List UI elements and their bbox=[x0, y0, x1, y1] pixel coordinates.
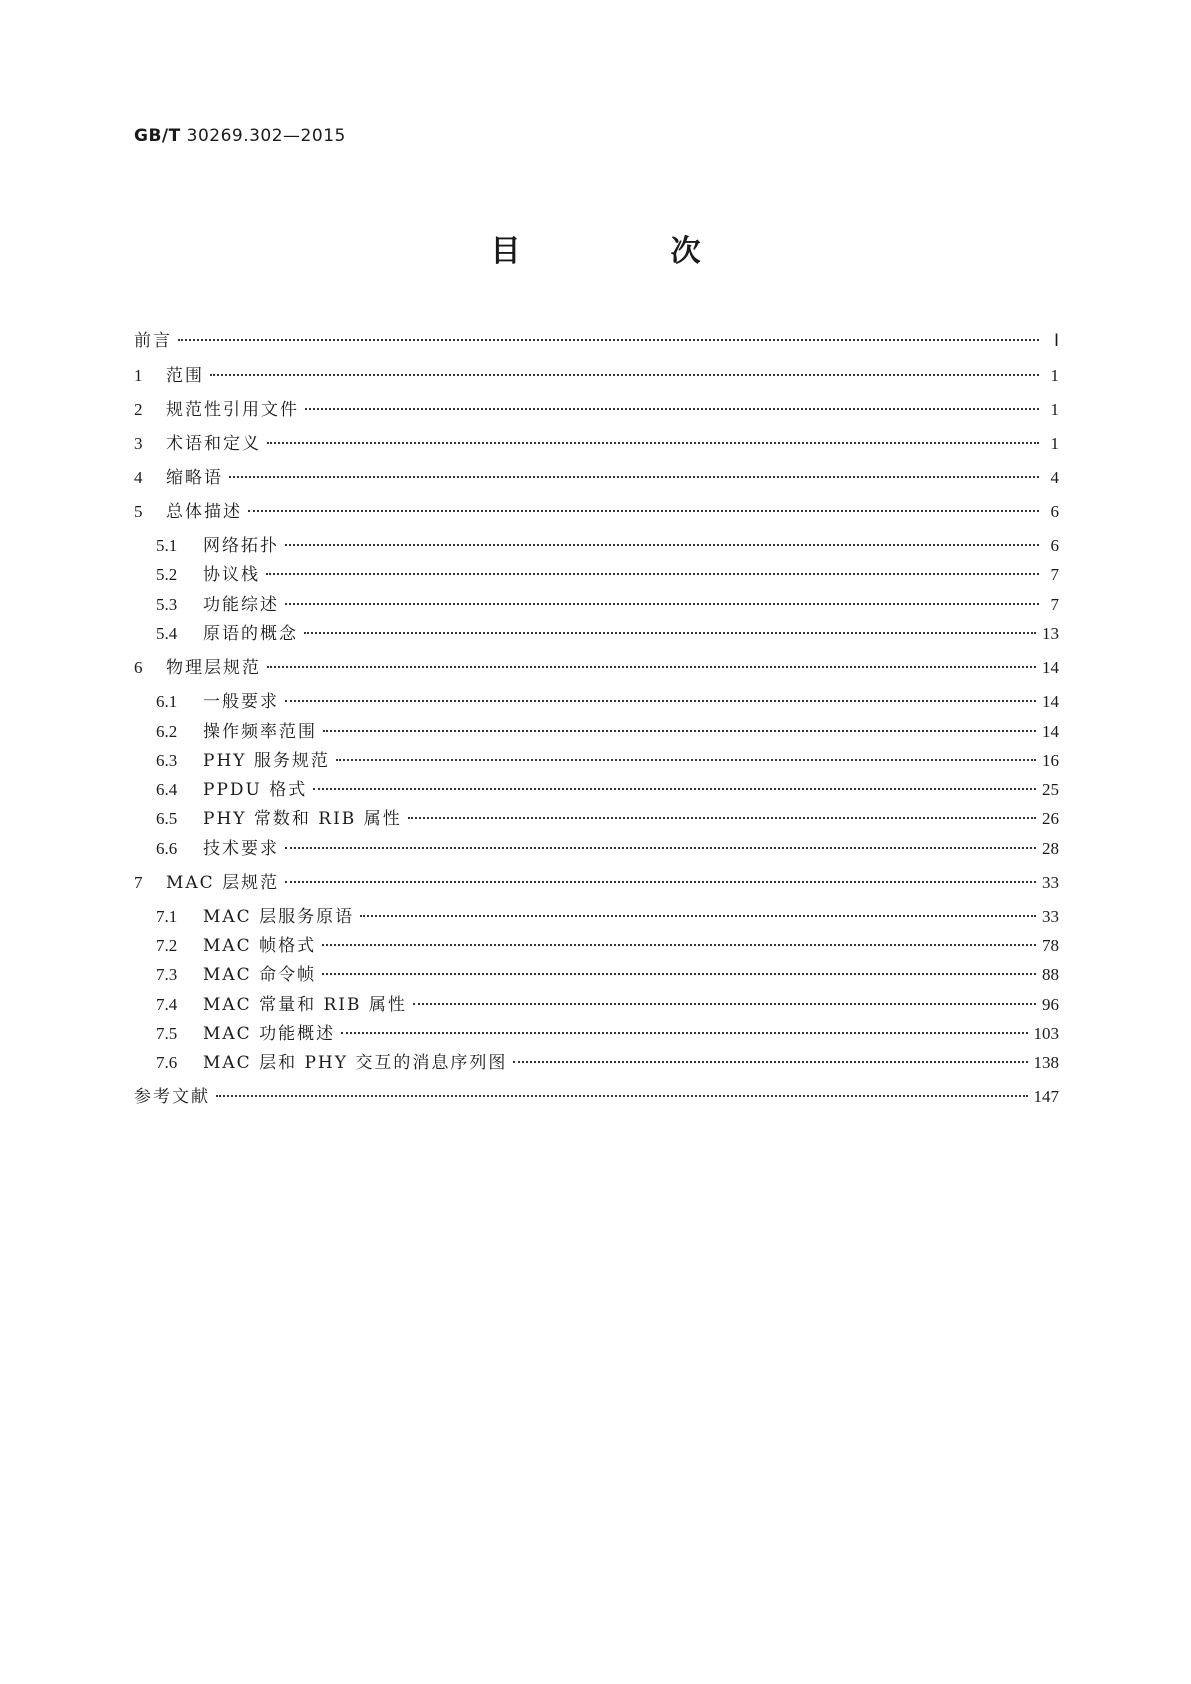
toc-entry-number: 6 bbox=[134, 658, 143, 677]
dot-leader bbox=[285, 847, 1036, 849]
toc-entry-page: 1 bbox=[1050, 400, 1059, 419]
toc-entry-page: 1 bbox=[1050, 366, 1059, 385]
toc-entry-label: 操作频率范围 bbox=[203, 722, 317, 742]
toc-entry-page: Ⅰ bbox=[1053, 331, 1059, 350]
toc-entry-label: MAC 命令帧 bbox=[203, 965, 317, 985]
toc-entry[interactable] bbox=[134, 902, 1059, 930]
toc-entry[interactable] bbox=[134, 395, 1059, 423]
toc-entry-page: 88 bbox=[1042, 965, 1059, 984]
document-code bbox=[134, 126, 346, 146]
dot-leader bbox=[267, 442, 1039, 444]
dot-leader bbox=[285, 700, 1036, 702]
toc-entry[interactable] bbox=[134, 834, 1059, 862]
toc-entry-page: 138 bbox=[1033, 1053, 1059, 1072]
toc-entry-label: 术语和定义 bbox=[166, 434, 261, 454]
dot-leader bbox=[229, 476, 1039, 478]
toc-entry-label: 参考文献 bbox=[134, 1087, 210, 1107]
toc-entry[interactable] bbox=[134, 531, 1059, 559]
toc-entry[interactable] bbox=[134, 361, 1059, 389]
toc-entry-page: 96 bbox=[1042, 995, 1059, 1014]
dot-leader bbox=[322, 944, 1036, 946]
toc-entry-number: 5 bbox=[134, 502, 143, 521]
toc-entry-number: 6.1 bbox=[156, 692, 178, 711]
toc-entry-label: 物理层规范 bbox=[166, 658, 261, 678]
dot-leader bbox=[513, 1061, 1027, 1063]
dot-leader bbox=[266, 573, 1039, 575]
toc-title: 目 次 bbox=[490, 234, 761, 269]
toc-entry-label: MAC 常量和 RIB 属性 bbox=[203, 995, 407, 1015]
toc-entry-label: 范围 bbox=[166, 366, 204, 386]
toc-entry[interactable] bbox=[134, 746, 1059, 774]
toc-entry-page: 6 bbox=[1050, 536, 1059, 555]
toc-entry[interactable] bbox=[134, 804, 1059, 832]
dot-leader bbox=[408, 817, 1036, 819]
toc-entry-label: 一般要求 bbox=[203, 692, 279, 712]
toc-entry[interactable] bbox=[134, 1048, 1059, 1076]
toc-entry[interactable] bbox=[134, 931, 1059, 959]
toc-entry-number: 2 bbox=[134, 400, 143, 419]
toc-entry[interactable] bbox=[134, 619, 1059, 647]
dot-leader bbox=[285, 544, 1039, 546]
dot-leader bbox=[413, 1003, 1036, 1005]
toc-entry[interactable] bbox=[134, 868, 1059, 896]
toc-entry-label: PHY 服务规范 bbox=[203, 751, 330, 771]
toc-entry-label: 缩略语 bbox=[166, 468, 223, 488]
toc-entry-number: 6.6 bbox=[156, 839, 178, 858]
toc-entry-page: 26 bbox=[1042, 809, 1059, 828]
toc-entry-number: 6.3 bbox=[156, 751, 178, 770]
toc-entry-page: 33 bbox=[1042, 873, 1059, 892]
toc-entry-label: 协议栈 bbox=[203, 565, 260, 585]
toc-entry[interactable] bbox=[134, 990, 1059, 1018]
toc-entry-label: PHY 常数和 RIB 属性 bbox=[203, 809, 402, 829]
toc-entry-number: 7.3 bbox=[156, 965, 178, 984]
dot-leader bbox=[285, 881, 1036, 883]
dot-leader bbox=[360, 915, 1036, 917]
toc-entry[interactable] bbox=[134, 560, 1059, 588]
toc-entry-page: 4 bbox=[1050, 468, 1059, 487]
toc-entry-page: 14 bbox=[1042, 692, 1059, 711]
toc-entry-number: 5.3 bbox=[156, 595, 178, 614]
toc-entry-label: MAC 层规范 bbox=[166, 873, 280, 893]
dot-leader bbox=[304, 632, 1036, 634]
toc-entry[interactable] bbox=[134, 653, 1059, 681]
toc-entry-number: 3 bbox=[134, 434, 143, 453]
toc-entry-label: 网络拓扑 bbox=[203, 536, 279, 556]
toc-entry[interactable] bbox=[134, 775, 1059, 803]
dot-leader bbox=[323, 730, 1036, 732]
dot-leader bbox=[210, 374, 1039, 376]
toc-entry-label: 前言 bbox=[134, 331, 172, 351]
toc-entry-number: 7.4 bbox=[156, 995, 178, 1014]
toc-entry-label: MAC 层和 PHY 交互的消息序列图 bbox=[203, 1053, 508, 1073]
toc-entry[interactable] bbox=[134, 590, 1059, 618]
toc-entry-label: 原语的概念 bbox=[203, 624, 298, 644]
dot-leader bbox=[305, 408, 1039, 410]
toc-entry-page: 16 bbox=[1042, 751, 1059, 770]
toc-entry-page: 7 bbox=[1050, 565, 1059, 584]
toc-entry-number: 5.4 bbox=[156, 624, 178, 643]
toc-entry-page: 28 bbox=[1042, 839, 1059, 858]
dot-leader bbox=[178, 339, 1039, 341]
toc-entry-page: 14 bbox=[1042, 722, 1059, 741]
dot-leader bbox=[285, 603, 1039, 605]
dot-leader bbox=[216, 1095, 1028, 1097]
toc-entry-page: 33 bbox=[1042, 907, 1059, 926]
toc-entry-page: 103 bbox=[1033, 1024, 1059, 1043]
toc-entry-number: 7.5 bbox=[156, 1024, 178, 1043]
toc-entry-label: 功能综述 bbox=[203, 595, 279, 615]
toc-entry[interactable] bbox=[134, 429, 1059, 457]
toc-entry[interactable] bbox=[134, 1019, 1059, 1047]
toc-entry-page: 13 bbox=[1042, 624, 1059, 643]
toc-entry-page: 14 bbox=[1042, 658, 1059, 677]
toc-entry-number: 6.2 bbox=[156, 722, 178, 741]
toc-entry-label: MAC 帧格式 bbox=[203, 936, 317, 956]
toc-entry-label: 总体描述 bbox=[166, 502, 242, 522]
toc-entry-label: 规范性引用文件 bbox=[166, 400, 299, 420]
toc-entry-page: 147 bbox=[1033, 1087, 1059, 1106]
toc-entry[interactable] bbox=[134, 326, 1059, 354]
toc-entry-page: 1 bbox=[1050, 434, 1059, 453]
toc-entry-number: 7.1 bbox=[156, 907, 178, 926]
standard-number: 30269.302—2015 bbox=[186, 126, 346, 146]
toc-entry-number: 7.2 bbox=[156, 936, 178, 955]
toc-entry-label: MAC 层服务原语 bbox=[203, 907, 355, 927]
toc-entry[interactable] bbox=[134, 463, 1059, 491]
toc-entry-number: 5.1 bbox=[156, 536, 178, 555]
toc-entry[interactable] bbox=[134, 497, 1059, 525]
toc-entry-page: 6 bbox=[1050, 502, 1059, 521]
toc-entry-number: 4 bbox=[134, 468, 143, 487]
toc-entry-page: 25 bbox=[1042, 780, 1059, 799]
toc-entry-number: 1 bbox=[134, 366, 143, 385]
toc-entry-label: PPDU 格式 bbox=[203, 780, 308, 800]
toc-entry-page: 7 bbox=[1050, 595, 1059, 614]
dot-leader bbox=[248, 510, 1039, 512]
toc-entry-number: 7 bbox=[134, 873, 143, 892]
toc-entry-label: 技术要求 bbox=[203, 839, 279, 859]
toc-entry-number: 7.6 bbox=[156, 1053, 178, 1072]
dot-leader bbox=[336, 759, 1036, 761]
dot-leader bbox=[267, 666, 1036, 668]
toc-entry-label: MAC 功能概述 bbox=[203, 1024, 336, 1044]
toc-entry[interactable] bbox=[134, 717, 1059, 745]
toc-entry-number: 6.5 bbox=[156, 809, 178, 828]
toc-entry[interactable] bbox=[134, 1082, 1059, 1110]
dot-leader bbox=[313, 788, 1036, 790]
toc-entry-number: 6.4 bbox=[156, 780, 178, 799]
toc-entry[interactable] bbox=[134, 687, 1059, 715]
dot-leader bbox=[322, 973, 1036, 975]
toc-entry-number: 5.2 bbox=[156, 565, 178, 584]
dot-leader bbox=[341, 1032, 1027, 1034]
toc-entry[interactable] bbox=[134, 960, 1059, 988]
toc-entry-page: 78 bbox=[1042, 936, 1059, 955]
standard-prefix: GB/T bbox=[134, 126, 181, 146]
